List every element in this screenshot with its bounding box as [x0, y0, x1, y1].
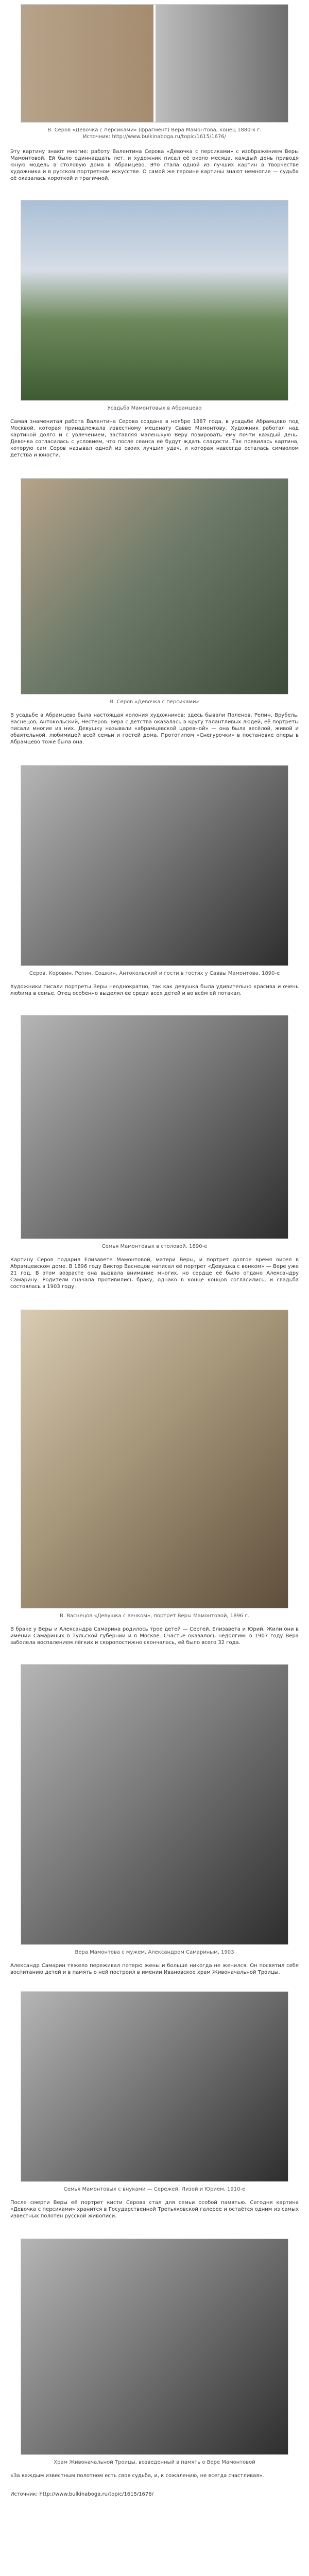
family-photo: [21, 1991, 288, 2182]
source-link-text[interactable]: Источник: http://www.bulkinaboga.ru/topic/1615/1676/: [10, 2492, 153, 2497]
photo-caption: В. Серов «Девочка с персиками»: [110, 699, 199, 705]
artists-group-photo: [21, 765, 288, 966]
source-link[interactable]: [10, 2491, 299, 2498]
paragraph: Картину Серов подарил Елизавете Мамонтовой, матери Веры, и портрет долгое время висел в Абрамцевском доме. В 1896 году Виктор Васнецов написал её портрет «Девушка с венком» — Вере уже 21 год. В этом возрасте она вызвала внимание многих, но сердце её было отдано Александру Самарину. Родители сначала противились браку, однако в конце концов согласились, и свадьба состоялась в 1903 году.: [10, 1257, 299, 1290]
paragraph: Александр Самарин тяжело переживал потерю жены и больше никогда не женился. Он посвятил себя воспитанию детей и в память о ней построил в имении Ивановское храм Живоначальной Троицы.: [10, 1963, 299, 1975]
church-photo: [21, 2239, 288, 2455]
paragraph: Эту картину знают многие: работу Валентина Серова «Девочка с персиками» с изображением Веры Мамонтовой. Ей было одиннадцать лет, и художник писал её около месяца, каждый день приводя юную модель в столовую дома в Абрамцево. Это стала одной из лучших картин в творчестве художника и в русском портретном искусстве. О самой же героине картины знают немногие — судьба её оказалась короткой и трагичной.: [10, 149, 299, 181]
photo-caption: В. Серов «Девочка с персиками» (фрагмент) Вера Мамонтова, конец 1880-х г.: [47, 127, 262, 133]
paragraph: Самая знаменитая работа Валентина Серова создана в ноябре 1887 года, в усадьбе Абрамцево под Москвой, которая принадлежала известному меценату Савве Мамонтову. Художник работал над картиной долго и с увлечением, заставляя маленькую Веру позировать ему почти каждый день. Девочка согласилась с условием, что после сеанса её будут ждать сладости. Так появилась картина, которую сам Серов называл одной из своих лучших удач, и которая навсегда осталась символом детства и юности.: [10, 419, 299, 458]
paragraph: В усадьбе в Абрамцево была настоящая колония художников: здесь бывали Поленов, Репин, Врубель, Васнецов, Антокольский, Нестеров. Вера с детства оказалась в кругу талантливых людей, её портреты писали многие из них. Девушку называли «абрамцевской царевной» — она была весёлой, живой и обаятельной, любимицей всей семьи и гостей дома. Прототипом «Снегурочки» в постановке оперы в Абрамцево тоже была она.: [10, 713, 299, 745]
wreath-portrait-photo: [21, 1310, 288, 1608]
photo-source: Источник: http://www.bulkinaboga.ru/topic/1615/1676/: [83, 134, 226, 140]
photo-caption: Семья Мамонтовых в столовой, 1890-е: [101, 1244, 208, 1249]
paragraph: После смерти Веры её портрет кисти Серова стал для семьи особой памятью. Сегодня картина «Девочка с персиками» хранится в Государственной Третьяковской галерее и остаётся одним из самых известных полотен русской живописи.: [10, 2200, 299, 2219]
photo-caption: Усадьба Мамонтовых в Абрамцево: [107, 405, 202, 411]
photo-caption: Серов, Коровин, Репин, Сошкин, Антокольский и гости в гостях у Саввы Мамонтова, 1890-е: [29, 971, 280, 976]
photo-caption: Храм Живоначальной Троицы, возведенный в память о Вере Мамонтовой: [54, 2460, 255, 2465]
paragraph: Художники писали портреты Веры неоднократно, так как девушка была удивительно красива и очень любима в семье. Отец особенно выделял её среди всех детей и во всём ей потакал.: [10, 984, 299, 996]
photo-caption: Вера Мамонтова с мужем, Александром Самариным, 1903: [75, 1950, 234, 1955]
paragraph: В браке у Веры и Александра Самарина родилось трое детей — Сергей, Елизавета и Юрий. Жили они в имении Самариных в Тульской губернии и в Москве. Счастье оказалось недолгим: в 1907 году Вера заболела воспалением лёгких и скоропостижно скончалась, ей было всего 32 года.: [10, 1626, 299, 1646]
painting-photo: [21, 478, 288, 694]
closing-quote: «За каждым известным полотном есть своя судьба, и, к сожалению, не всегда счастливая».: [10, 2473, 264, 2479]
estate-photo: [21, 200, 288, 401]
photo-caption: Семья Мамонтовых с внуками — Сережей, Лизой и Юрием, 1910-е: [63, 2187, 246, 2192]
dining-room-photo: [21, 1015, 288, 1239]
couple-photo: [21, 1664, 288, 1945]
photo-caption: В. Васнецов «Девушка с венком», портрет Веры Мамонтовой, 1896 г.: [60, 1613, 249, 1619]
portrait-photo: [21, 4, 288, 123]
